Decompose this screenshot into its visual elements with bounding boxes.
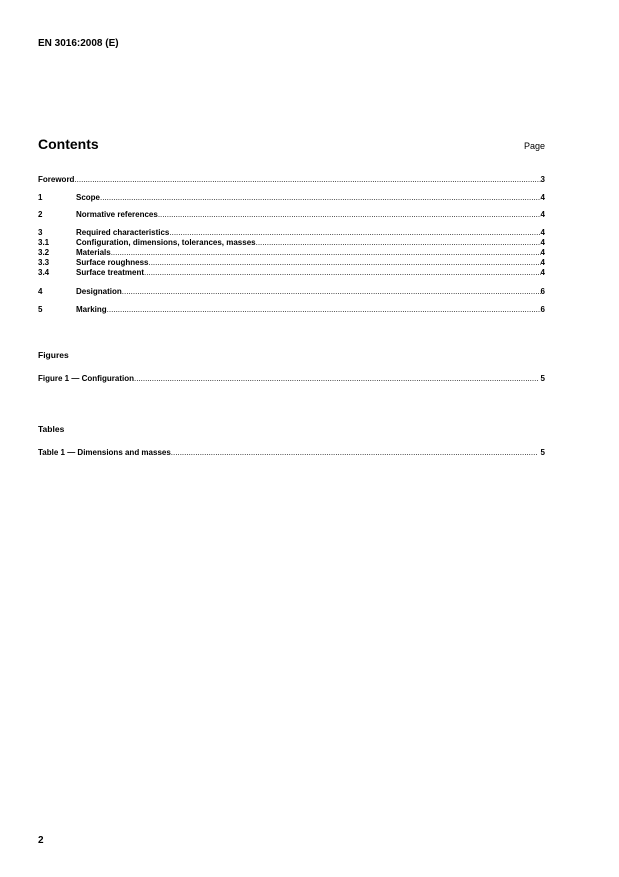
toc-dot-leader <box>144 268 541 278</box>
toc-entry-scope[interactable] <box>38 193 545 203</box>
toc-entry-number: 3.4 <box>38 268 50 277</box>
toc-entry-page: 4 <box>540 248 545 257</box>
toc-entry-title: Materials <box>76 248 111 257</box>
contents-title: Contents <box>38 136 99 152</box>
toc-entry-title: Scope <box>76 193 101 202</box>
toc-entry-normative-references[interactable] <box>38 210 545 220</box>
toc-entry-number: 3.1 <box>38 238 50 247</box>
toc-entry-title: Marking <box>76 305 107 314</box>
toc-entry-page: 4 <box>540 228 545 237</box>
toc-entry-title: Required characteristics <box>76 228 170 237</box>
toc-entry-title: Surface roughness <box>76 258 149 267</box>
toc-dot-leader <box>74 175 540 185</box>
page-number: 2 <box>38 835 44 846</box>
toc-entry-title: Designation <box>76 287 122 296</box>
toc-dot-leader <box>169 228 540 238</box>
toc-dot-leader <box>256 238 541 248</box>
toc-entry-surface-roughness[interactable] <box>38 258 545 268</box>
toc-entry-title: Surface treatment <box>76 268 145 277</box>
toc-entry-configuration[interactable] <box>38 238 545 248</box>
toc-dot-leader <box>148 258 540 268</box>
toc-dot-leader <box>111 248 541 258</box>
toc-entry-designation[interactable] <box>38 287 545 297</box>
toc-entry-number: 4 <box>38 287 43 296</box>
toc-entry-surface-treatment[interactable] <box>38 268 545 278</box>
toc-entry-page: 6 <box>540 305 545 314</box>
toc-entry-page: 4 <box>540 238 545 247</box>
table-entry-page: 5 <box>540 448 545 457</box>
toc-entry-page: 4 <box>540 258 545 267</box>
table-entry-dimensions-and-masses[interactable] <box>38 448 545 458</box>
toc-entry-number: 3 <box>38 228 43 237</box>
toc-dot-leader <box>171 448 538 458</box>
toc-dot-leader <box>107 305 541 315</box>
tables-heading: Tables <box>38 424 65 434</box>
figure-entry-page: 5 <box>540 374 545 383</box>
toc-entry-page: 4 <box>540 210 545 219</box>
toc-entry-number: 2 <box>38 210 43 219</box>
toc-entry-title: Normative references <box>76 210 158 219</box>
toc-dot-leader <box>122 287 541 297</box>
toc-entry-page: 3 <box>540 175 545 184</box>
figure-entry-configuration[interactable] <box>38 374 545 384</box>
toc-entry-page: 4 <box>540 193 545 202</box>
toc-entry-materials[interactable] <box>38 248 545 258</box>
table-entry-title: Table 1 — Dimensions and masses <box>38 448 171 457</box>
toc-entry-page: 6 <box>540 287 545 296</box>
toc-entry-number: 5 <box>38 305 43 314</box>
toc-entry-required-characteristics[interactable] <box>38 228 545 238</box>
toc-entry-title: Configuration, dimensions, tolerances, masses <box>76 238 256 247</box>
toc-dot-leader <box>158 210 541 220</box>
toc-dot-leader <box>100 193 541 203</box>
toc-entry-number: 1 <box>38 193 43 202</box>
figure-entry-title: Figure 1 — Configuration <box>38 374 134 383</box>
toc-entry-number: 3.2 <box>38 248 50 257</box>
toc-entry-title: Foreword <box>38 175 75 184</box>
toc-entry-page: 4 <box>540 268 545 277</box>
toc-entry-foreword[interactable] <box>38 175 545 185</box>
toc-entry-number: 3.3 <box>38 258 50 267</box>
figures-heading: Figures <box>38 350 69 360</box>
page-column-label: Page <box>523 141 545 151</box>
toc-dot-leader <box>134 374 538 384</box>
document-id: EN 3016:2008 (E) <box>38 38 119 49</box>
toc-entry-marking[interactable] <box>38 305 545 315</box>
